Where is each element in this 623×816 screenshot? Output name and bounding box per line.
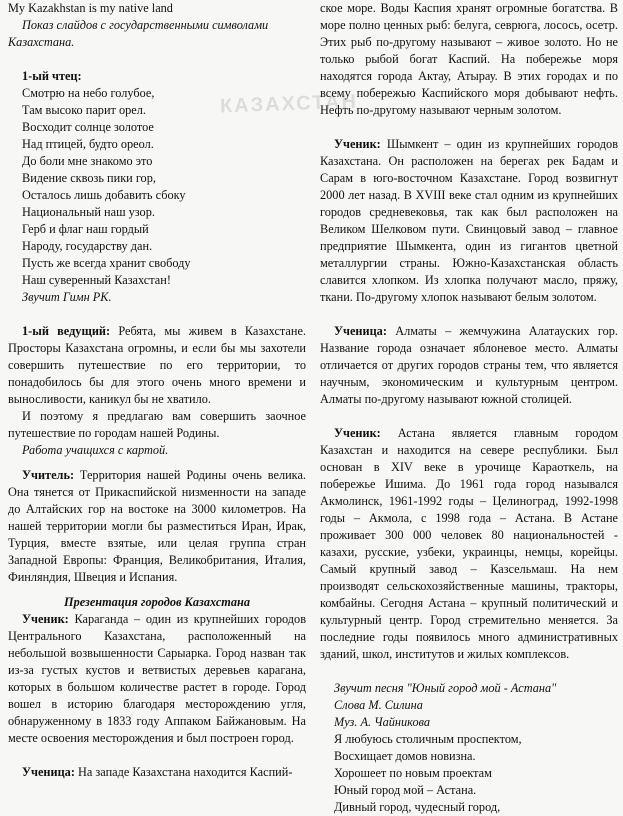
poem-line: Смотрю на небо голубое, [22,86,155,100]
astana-text: Астана является главным городом Казахстан и находится на севере республики. Был основан в XIV веке в урочище Караоткель, на побережье Ишима. До 1961 года город назывался Акмолинск, 1961-1992 годы – Целиноград, 1992-1998 годы – Акмола, с 1998 года – Астана. В Астане проживает 300 000 человек 80 национальностей - казахи, русские, узбеки, украинцы, немцы, корейцы. Самый крупный завод – Казсельмаш. На нем производят сельскохозяйственные машины, тракторы, комбайны. Сегодня Астана – крупный политический и культурный центр. Город стремительно меняется. За последние годы появилось много административных зданий, школ, институтов и жилых комплексов. [320,426,618,661]
host-paragraph [8,323,306,408]
poem-line: Национальный наш узор. [22,205,155,219]
reader1-heading: 1-ый чтец: [22,69,82,83]
teacher-paragraph [8,467,306,586]
karaganda-paragraph [8,611,306,747]
poem-line: Народу, государству дан. [22,239,153,253]
poem-line: Видение сквозь пики гор, [22,171,156,185]
bleed-through-watermark: КАЗАХСТАН [219,90,359,118]
poem-line: Осталось лишь добавить сбоку [22,188,186,202]
left-column [8,0,306,781]
teacher-label: Учитель: [22,468,75,482]
song-music-credit: Муз. А. Чайникова [334,715,430,729]
student-label: Ученица: [334,324,387,338]
song-line: Я любуюсь столичным проспектом, [334,732,522,746]
right-column [320,0,618,816]
song-line: Восхищает домов новизна. [334,749,476,763]
karaganda-text: Караганда – один из крупнейших городов Центрального Казахстана, расположенный на небольшой возвышенности Сарыарка. Город назван так из-за густых кустов и ветвистых деревьев карагана, которых в большом количестве растет в городе. Город вошел в историю благодаря месторождению угля, обнаруженному в 1833 году Аппаком Байжановым. На месте освоения месторождения и был построен город. [8,612,307,745]
song-line: Юный город мой – Астана. [334,783,477,797]
poem-line: Герб и флаг наш гордый [22,222,149,236]
song-title: Звучит песня "Юный город мой - Астана" [334,681,557,695]
student-label: Ученик: [22,612,69,626]
shymkent-paragraph [320,136,618,306]
intro-line-2: Казахстана. [8,35,75,49]
intro-line-1: Показ слайдов с государственными символами [22,18,269,32]
student-label: Ученик: [334,426,381,440]
poem-line: Восходит солнце золотое [22,120,154,134]
almaty-text: Алматы – жемчужина Алатауских гор. Название города означает яблоневое место. Алматы отличается от других городов страны тем, что является научным, экономическим и культурным центром. Алматы по-другому называют южной столицей. [320,324,618,406]
shymkent-text: Шымкент – один из крупнейших городов Казахстана. Он расположен на берегах рек Бадам и Сарам в юго-восточном Казахстане. Город возвигнут 2000 лет назад. В XVIII веке стал одним из крупнейших городов средневековья, так как был расположен на Великом Шелковом пути. Свинцовый завод – главное предприятие Шымкента, один из гигантов цветной металлургии страны. Южно-Казахстанская область славится хлопком. Из хлопка получают масло, пряжу, ткани. По-другому хлопок называют белым золотом. [320,137,618,304]
almaty-paragraph [320,323,618,408]
host-label: 1-ый ведущий: [22,324,111,338]
teacher-text: Территория нашей Родины очень велика. Она тянется от Прикаспийской низменности на западе до Алтайских гор на востоке на 3000 километров. На нашей территории могли бы разместиться Иран, Ирак, Турция, вместе взятые, или целая группа стран Западной Европы: Франция, Великобритания, Италия, Финляндия, Швеция и Испания. [8,468,306,584]
song-lyrics-credit: Слова М. Силина [334,698,423,712]
poem-line: Наш суверенный Казахстан! [22,273,171,287]
caspian-intro-text: На западе Казахстана находится Каспий- [78,765,293,779]
map-work-note: Работа учащихся с картой. [22,443,169,457]
anthem-note: Звучит Гимн РК. [22,290,112,304]
song-line: Хорошеет по новым проектам [334,766,492,780]
poem-line: Над птицей, будто ореол. [22,137,154,151]
caspian-paragraph: ское море. Воды Каспия хранят огромные богатства. В море полно ценных рыб: белуга, севрюга, лосось, осетр. Этих рыб по-другому называют – живое золото. Но не только рыбой богат Каспий. На побережье моря находятся города Актау, Атырау. В этих городах и по всему побережью Каспийского моря добывают нефть. Нефть по-другому называют черным золотом. [320,1,618,117]
host-text-2: И поэтому я предлагаю вам совершить заочное путешествие по городам нашей Родины. [8,409,306,440]
song-line: Дивный город, чудесный город, [334,800,501,814]
poem [8,85,306,306]
page-title: My Kazakhstan is my native land [8,1,173,15]
poem-line: Там высоко парит орел. [22,103,146,117]
student-label: Ученица: [22,765,75,779]
section-heading: Презентация городов Казахстана [64,595,250,609]
host-text: Ребята, мы живем в Казахстане. Просторы Казахстана огромны, и если бы мы захотели совершить путешествие по его территории, то понадобилось бы для этого очень много времени и выносливости, каникул бы не хватило. [8,324,306,406]
poem-line: Пусть же всегда хранит свободу [22,256,191,270]
poem-line: До боли мне знакомо это [22,154,153,168]
student-label: Ученик: [334,137,381,151]
astana-paragraph [320,425,618,663]
caspian-intro-paragraph [8,764,306,781]
